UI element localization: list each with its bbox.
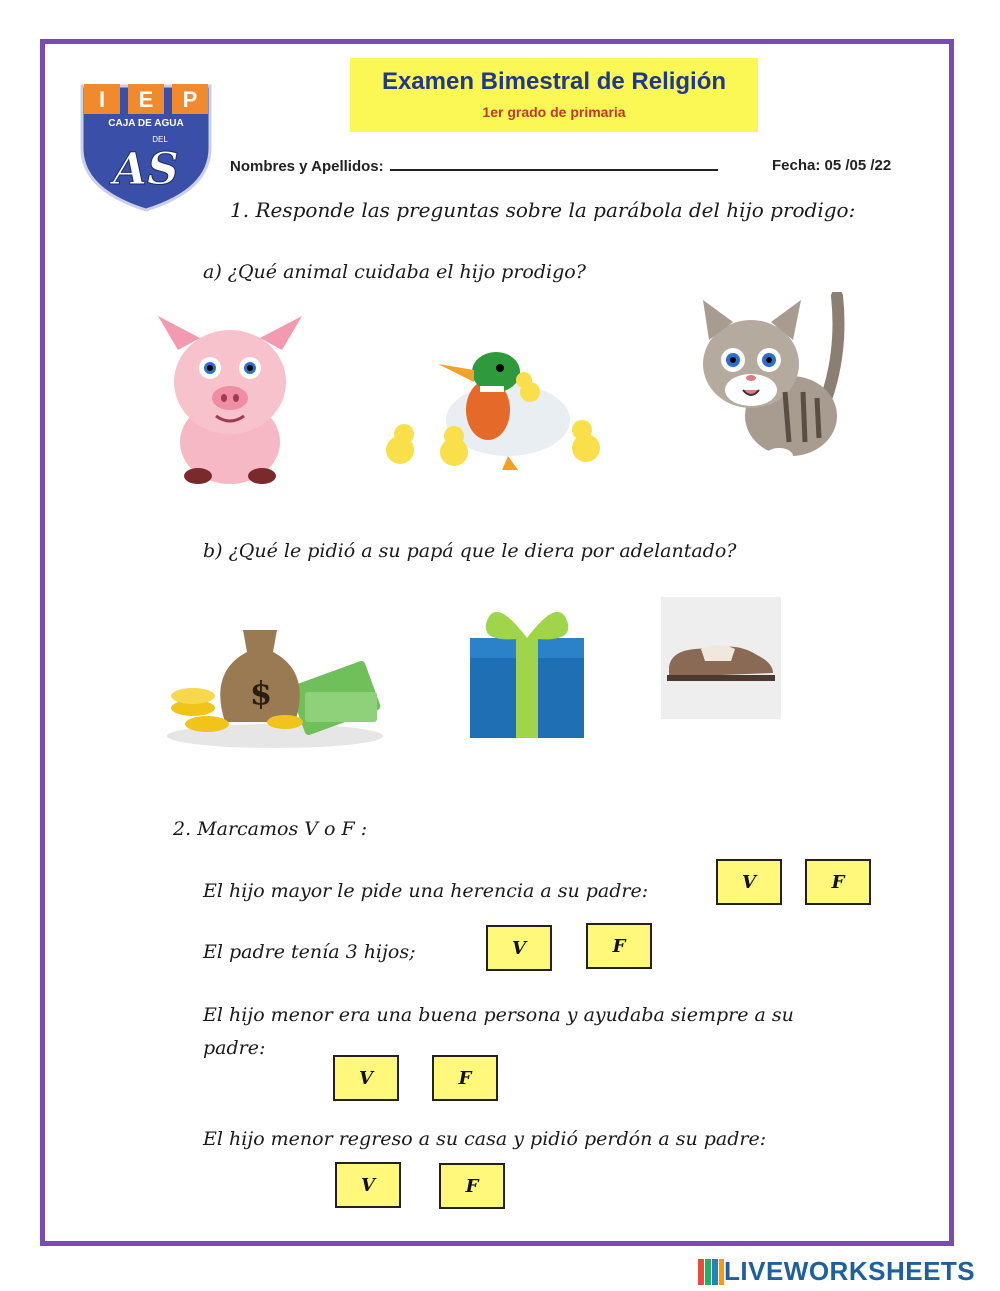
money-image[interactable] xyxy=(165,612,385,752)
logo-del: DEL xyxy=(152,135,168,144)
q2-item4-false-box[interactable]: F xyxy=(439,1163,505,1209)
logo-subtitle: CAJA DE AGUA xyxy=(108,118,184,129)
logo-letter-e: E xyxy=(138,87,154,112)
q1a-question: a) ¿Qué animal cuidaba el hijo prodigo? xyxy=(203,261,586,283)
exam-title: Examen Bimestral de Religión xyxy=(381,68,727,95)
q2-item1-true-box[interactable]: V xyxy=(716,859,782,905)
school-logo xyxy=(80,62,212,212)
q2-statement-1: El hijo mayor le pide una herencia a su padre: xyxy=(203,880,649,902)
name-blank[interactable] xyxy=(390,157,718,171)
q2-item3-true-box[interactable]: V xyxy=(333,1055,399,1101)
q2-item4-true-box[interactable]: V xyxy=(335,1162,401,1208)
title-banner xyxy=(350,58,758,132)
liveworksheets-icon xyxy=(698,1259,724,1285)
logo-letter-p: P xyxy=(182,87,198,112)
gift-image[interactable] xyxy=(464,594,590,742)
grade-label: 1er grado de primaria xyxy=(482,104,626,120)
name-field[interactable] xyxy=(230,157,718,175)
q1-heading: 1. Responde las preguntas sobre la parábola del hijo prodigo: xyxy=(230,198,856,222)
q2-statement-2: El padre tenía 3 hijos; xyxy=(203,941,416,963)
q2-item2-true-box[interactable]: V xyxy=(486,925,552,971)
q2-item3-false-box[interactable]: F xyxy=(432,1055,498,1101)
brand-text: LIVEWORKSHEETS xyxy=(724,1256,976,1286)
q2-statement-4: El hijo menor regreso a su casa y pidió perdón a su padre: xyxy=(203,1128,767,1150)
q2-statement-3: El hijo menor era una buena persona y ayudaba siempre a su xyxy=(203,1004,794,1026)
q2-item2-false-box[interactable]: F xyxy=(586,923,652,969)
svg-text:$: $ xyxy=(249,674,273,712)
shoe-image[interactable] xyxy=(661,597,781,719)
cat-image[interactable] xyxy=(695,292,855,472)
q1b-question: b) ¿Qué le pidió a su papá que le diera por adelantado? xyxy=(203,540,737,562)
q2-item1-false-box[interactable]: F xyxy=(805,859,871,905)
q2-heading: 2. Marcamos V o F : xyxy=(173,818,368,840)
pig-image[interactable] xyxy=(150,310,310,490)
logo-letter-i: I xyxy=(98,87,106,112)
liveworksheets-brand xyxy=(698,1256,975,1287)
name-label: Nombres y Apellidos: xyxy=(230,158,384,175)
duck-image[interactable] xyxy=(378,330,618,490)
logo-monogram: AS xyxy=(113,144,179,195)
date-label: Fecha: 05 /05 /22 xyxy=(772,157,892,174)
q2-statement-3-continued: padre: xyxy=(203,1037,266,1059)
